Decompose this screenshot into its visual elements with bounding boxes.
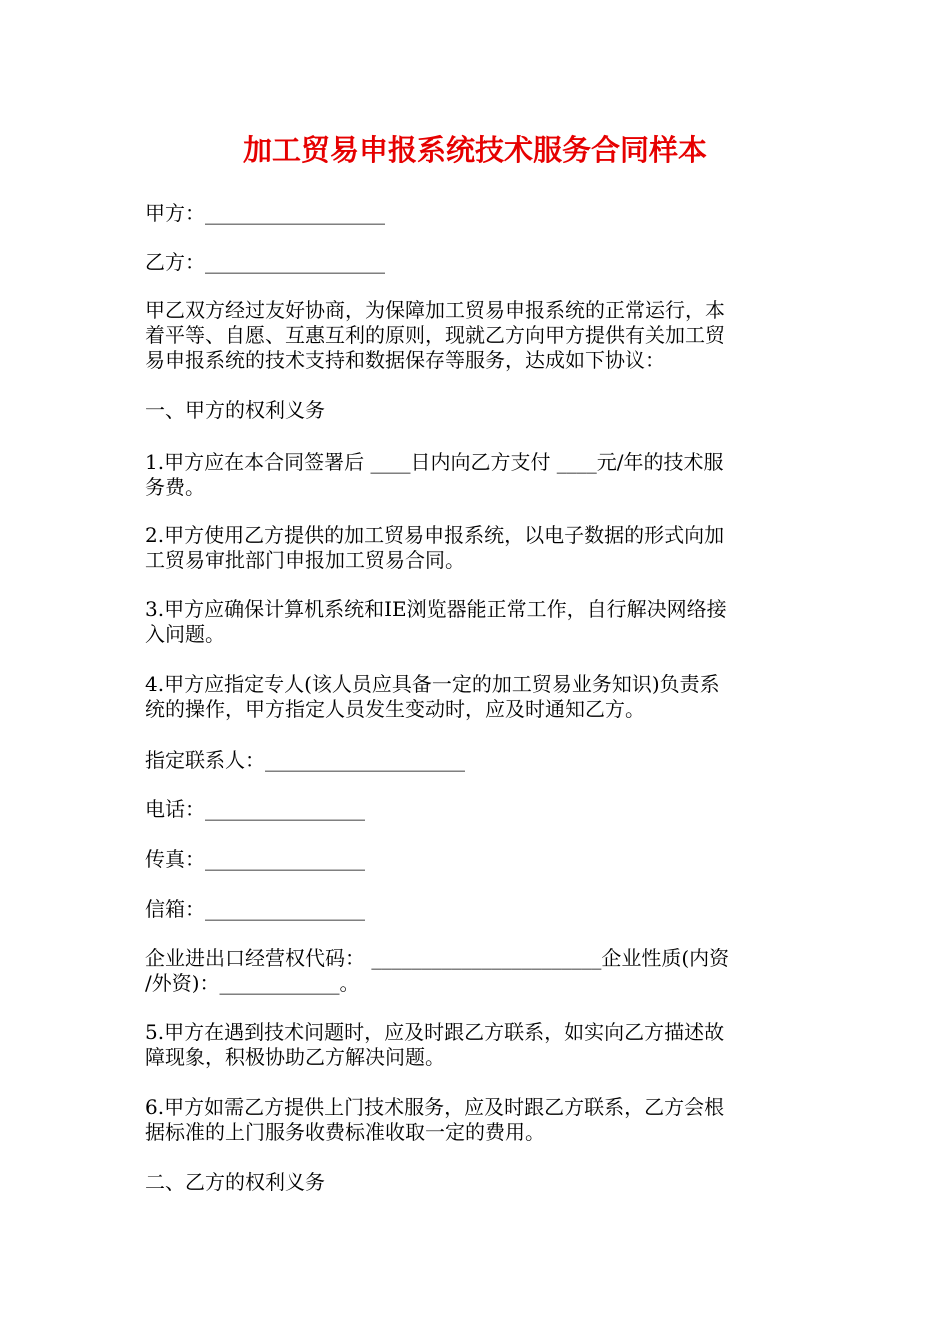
- contact-person-field: 指定联系人：____________________: [145, 748, 465, 772]
- clause-line: 障现象，积极协助乙方解决问题。: [145, 1045, 445, 1069]
- intro-paragraph: [145, 298, 805, 373]
- section-2-heading: 二、乙方的权利义务: [145, 1170, 325, 1194]
- clause-line: 务费。: [145, 475, 205, 499]
- clause-line: 5.甲方在遇到技术问题时，应及时跟乙方联系，如实向乙方描述故: [145, 1020, 725, 1044]
- clause-5: [145, 1020, 805, 1070]
- intro-line: 甲乙双方经过友好协商，为保障加工贸易申报系统的正常运行，本: [145, 298, 725, 322]
- clause-line: 据标准的上门服务收费标准收取一定的费用。: [145, 1120, 545, 1144]
- clause-1: [145, 450, 805, 500]
- clause-line: 入问题。: [145, 622, 225, 646]
- clause-line: 4.甲方应指定专人(该人员应具备一定的加工贸易业务知识)负责系: [145, 672, 720, 696]
- mailbox-field: 信箱：________________: [145, 897, 365, 921]
- document-title: 加工贸易申报系统技术服务合同样本: [242, 133, 707, 167]
- intro-line: 易申报系统的技术支持和数据保存等服务，达成如下协议：: [145, 348, 665, 372]
- phone-field: 电话：________________: [145, 797, 365, 821]
- party-b-field: 乙方：__________________: [145, 250, 385, 274]
- clause-4: [145, 672, 805, 722]
- clause-line: 2.甲方使用乙方提供的加工贸易申报系统，以电子数据的形式向加: [145, 523, 725, 547]
- enterprise-line: 企业进出口经营权代码： _______________________企业性质(内资: [145, 946, 730, 970]
- section-1-heading: 一、甲方的权利义务: [145, 398, 325, 422]
- clause-3: [145, 597, 805, 647]
- clause-line: 工贸易审批部门申报加工贸易合同。: [145, 548, 465, 572]
- clause-6: [145, 1095, 805, 1145]
- party-a-field: 甲方：__________________: [145, 201, 385, 225]
- intro-line: 着平等、自愿、互惠互利的原则，现就乙方向甲方提供有关加工贸: [145, 323, 725, 347]
- enterprise-line: /外资)：____________。: [145, 971, 360, 995]
- clause-line: 1.甲方应在本合同签署后 ____日内向乙方支付 ____元/年的技术服: [145, 450, 724, 474]
- enterprise-field: [145, 946, 805, 996]
- clause-line: 6.甲方如需乙方提供上门技术服务，应及时跟乙方联系，乙方会根: [145, 1095, 725, 1119]
- clause-line: 3.甲方应确保计算机系统和IE浏览器能正常工作，自行解决网络接: [145, 597, 727, 621]
- clause-2: [145, 523, 805, 573]
- fax-field: 传真：________________: [145, 847, 365, 871]
- clause-line: 统的操作，甲方指定人员发生变动时，应及时通知乙方。: [145, 697, 645, 721]
